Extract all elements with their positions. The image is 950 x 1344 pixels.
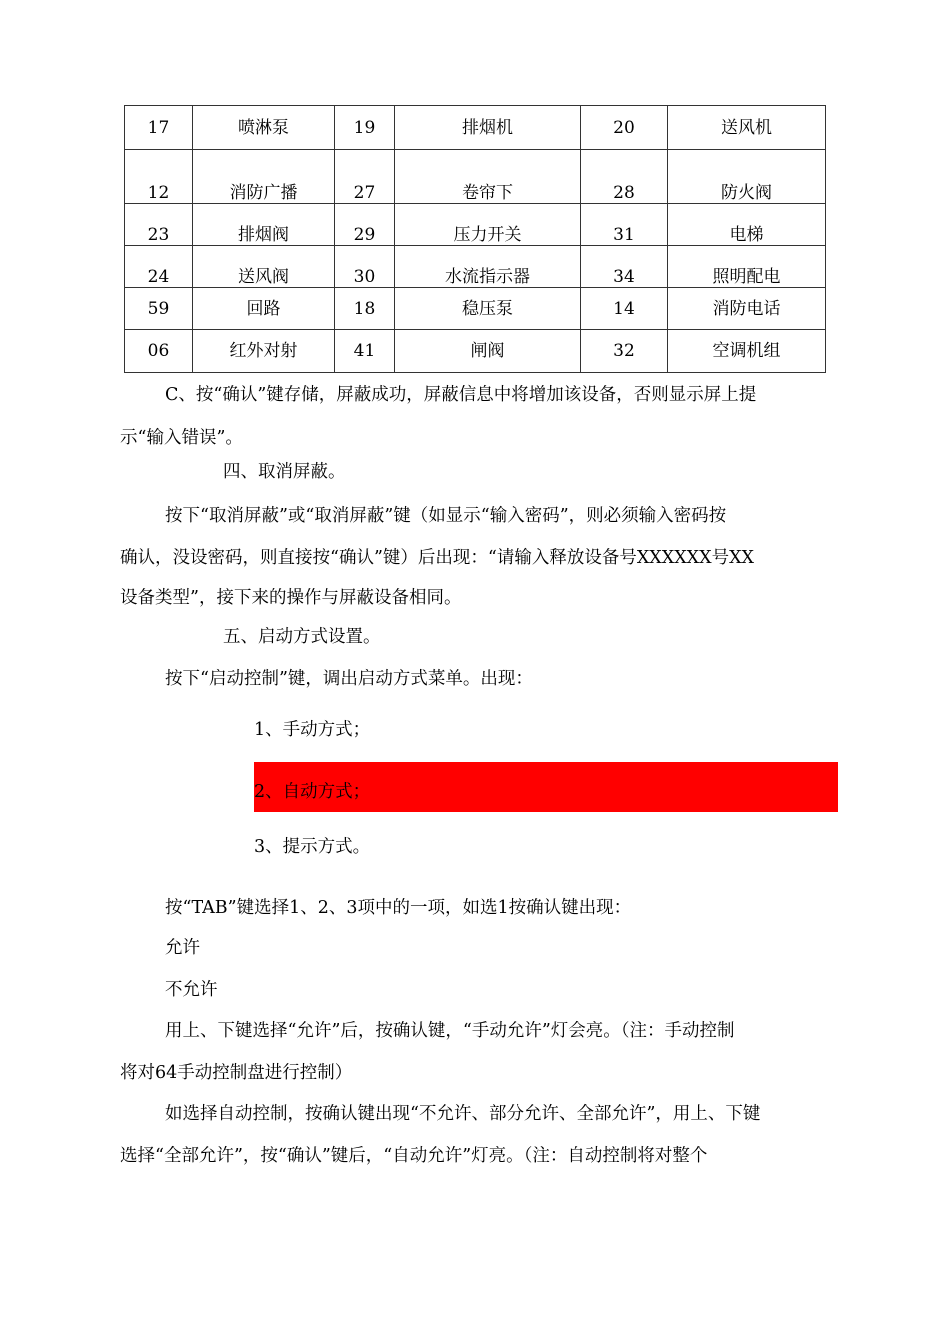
table-row [125, 204, 826, 246]
paragraph-line: 按下“取消屏蔽”或“取消屏蔽”键（如显示“输入密码”，则必须输入密码按 [165, 506, 727, 526]
device-code-cell: 27 [335, 150, 395, 204]
option-disallow: 不允许 [165, 980, 218, 1000]
device-name-cell: 消防电话 [668, 288, 826, 330]
paragraph-line: 按下“启动控制”键，调出启动方式菜单。出现： [165, 669, 533, 689]
table-row [125, 246, 826, 288]
device-code-cell: 34 [581, 246, 668, 288]
paragraph-line: 示“输入错误”。 [120, 428, 243, 448]
device-name-cell: 闸阀 [395, 330, 581, 373]
device-name-cell: 排烟机 [395, 106, 581, 150]
paragraph-line: 按“TAB”键选择1、2、3项中的一项，如选1按确认键出现： [165, 898, 632, 918]
paragraph-line: 用上、下键选择“允许”后，按确认键，“手动允许”灯会亮。（注：手动控制 [165, 1021, 735, 1041]
device-name-cell: 稳压泵 [395, 288, 581, 330]
menu-option-highlighted: 2、自动方式； [254, 782, 371, 802]
menu-option: 1、手动方式； [254, 720, 371, 740]
device-name-cell: 红外对射 [193, 330, 335, 373]
device-code-cell: 32 [581, 330, 668, 373]
device-name-cell: 送风阀 [193, 246, 335, 288]
device-code-cell: 31 [581, 204, 668, 246]
device-name-cell: 照明配电 [668, 246, 826, 288]
device-name-cell: 排烟阀 [193, 204, 335, 246]
device-name-cell: 喷淋泵 [193, 106, 335, 150]
menu-option: 3、提示方式。 [254, 837, 371, 857]
paragraph-line: 将对64手动控制盘进行控制） [120, 1063, 353, 1083]
device-name-cell: 送风机 [668, 106, 826, 150]
device-name-cell: 回路 [193, 288, 335, 330]
device-code-cell: 30 [335, 246, 395, 288]
table-row [125, 288, 826, 330]
device-code-cell: 14 [581, 288, 668, 330]
device-name-cell: 空调机组 [668, 330, 826, 373]
device-code-table [124, 105, 826, 373]
section-heading: 五、启动方式设置。 [223, 627, 381, 647]
paragraph-line: 选择“全部允许”，按“确认”键后，“自动允许”灯亮。（注：自动控制将对整个 [120, 1146, 708, 1166]
paragraph-line: 设备类型”，接下来的操作与屏蔽设备相同。 [120, 588, 462, 608]
table-row [125, 330, 826, 373]
device-code-cell: 29 [335, 204, 395, 246]
device-code-cell: 59 [125, 288, 193, 330]
device-code-cell: 17 [125, 106, 193, 150]
device-code-cell: 20 [581, 106, 668, 150]
table-row [125, 150, 826, 204]
device-code-cell: 41 [335, 330, 395, 373]
device-name-cell: 电梯 [668, 204, 826, 246]
paragraph-line: C、按“确认”键存储，屏蔽成功，屏蔽信息中将增加该设备，否则显示屏上提 [165, 385, 757, 405]
device-code-cell: 19 [335, 106, 395, 150]
device-code-cell: 24 [125, 246, 193, 288]
device-code-cell: 23 [125, 204, 193, 246]
device-name-cell: 消防广播 [193, 150, 335, 204]
device-name-cell: 卷帘下 [395, 150, 581, 204]
device-code-cell: 12 [125, 150, 193, 204]
paragraph-line: 如选择自动控制，按确认键出现“不允许、部分允许、全部允许”，用上、下键 [165, 1104, 761, 1124]
device-name-cell: 防火阀 [668, 150, 826, 204]
device-code-cell: 06 [125, 330, 193, 373]
device-name-cell: 压力开关 [395, 204, 581, 246]
paragraph-line: 确认，没设密码，则直接按“确认”键）后出现：“请输入释放设备号XXXXXX号XX [120, 548, 755, 568]
section-heading: 四、取消屏蔽。 [223, 462, 346, 482]
device-name-cell: 水流指示器 [395, 246, 581, 288]
device-code-cell: 18 [335, 288, 395, 330]
table-row [125, 106, 826, 150]
option-allow: 允许 [165, 938, 200, 958]
device-code-cell: 28 [581, 150, 668, 204]
